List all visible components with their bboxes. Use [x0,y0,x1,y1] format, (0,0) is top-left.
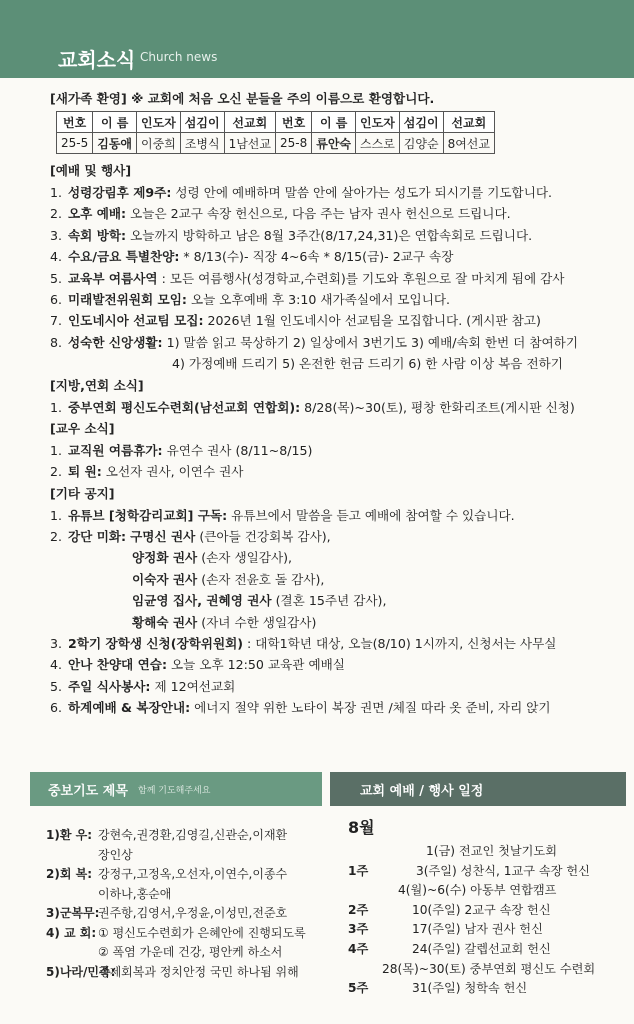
list-item: 2. 오후 예배: 오늘은 2교구 속장 헌신으로, 다음 주는 남자 권사 헌신으로 드립니다. [50,206,511,222]
list-item: 1. 중부연회 평신도수련회(남선교회 연합회): 8/28(목)~30(토), 평창 한화리조트(게시판 신청) [50,399,575,415]
prayer-item-continuation: ② 폭염 가운데 건강, 평안케 하소서 [98,945,283,959]
table-header: 인도자 [137,112,181,133]
table-row [57,133,495,154]
schedule-month: 8월 [348,818,375,837]
list-item-continuation: 황해숙 권사 (자녀 수한 생일감사) [132,614,317,630]
list-item-continuation: 4) 가정예배 드리기 5) 온전한 헌금 드리기 6) 한 사람 이상 복음 전하기 [172,356,563,372]
list-item: 6. 하계예배 & 복장안내: 에너지 절약 위한 노타이 복장 권면 /체질 따라 옷 준비, 자리 앉기 [50,700,551,716]
table-header: 선교회 [443,112,494,133]
table-cell: 8여선교 [443,133,494,154]
list-item: 5. 교육부 여름사역 : 모든 여름행사(성경학교,수련회)를 기도와 후원으로 잘 마치게 됨에 감사 [50,270,565,286]
prayer-list [46,826,324,982]
prayer-item-continuation: 장인상 [98,847,133,862]
list-item-continuation: 임균영 집사, 권혜영 권사 (결혼 15주년 감사), [132,593,387,609]
table-cell: 류안숙 [312,133,356,154]
district-heading: [지방,연회 소식] [50,377,144,393]
list-item: 4. 수요/금요 특별찬양: * 8/13(수)- 직장 4~6속 * 8/15(금)- 2교구 속장 [50,249,454,265]
schedule-title: 교회 예배 / 행사 일정 [360,784,484,799]
list-item: 4. 안나 찬양대 연습: 오늘 오후 12:50 교육관 예배실 [50,657,345,673]
table-cell: 김양순 [399,133,443,154]
list-item: 1. 성령강림후 제9주: 성령 안에 예배하며 말씀 안에 살아가는 성도가 되시기를 기도합니다. [50,185,553,200]
table-cell: 25-5 [57,133,93,154]
table-header: 선교회 [224,112,275,133]
list-item: 1. 교직원 여름휴가: 유연수 권사 (8/11~8/15) [50,442,313,458]
table-cell: 스스로 [356,133,400,154]
schedule-row: 4(월)~6(수) 아동부 연합캠프 [398,883,557,898]
table-header: 섬김이 [180,112,224,133]
page-subtitle: Church news [140,50,218,64]
list-item: 8. 성숙한 신앙생활: 1) 말씀 읽고 묵상하기 2) 일상에서 3번기도 3) 예배/속회 한번 더 참여하기 [50,334,578,350]
prayer-item: 2)회 복: 강정구,고정옥,오선자,이연수,이종수 [46,867,288,881]
table-cell: 이중희 [137,133,181,154]
table-cell: 조병식 [180,133,224,154]
table-header: 이 름 [312,112,356,133]
schedule-row: 3주 17(주일) 남자 권사 헌신 [348,922,543,937]
list-item: 2. 강단 미화: 구명신 권사 (큰아들 건강회복 감사), [50,529,331,545]
list-item: 3. 2학기 장학생 신청(장학위원회) : 대학1학년 대상, 오늘(8/10) 1시까지, 신청서는 사무실 [50,636,557,652]
list-item: 7. 인도네시아 선교팀 모집: 2026년 1월 인도네시아 선교팀을 모집합니다. (게시판 참고) [50,313,541,329]
members-heading: [교우 소식] [50,420,115,436]
prayer-item-continuation: 이하나,홍순애 [98,886,172,901]
table-cell: 25-8 [276,133,312,154]
list-item-continuation: 양정화 권사 (손자 생일감사), [132,550,293,566]
prayer-title: 중보기도 제목 [48,784,128,799]
newcomer-table [56,111,495,154]
schedule-row: 5주 31(주일) 청학속 헌신 [348,981,528,996]
table-cell: 김동애 [93,133,137,154]
list-item: 2. 퇴 원: 오선자 권사, 이연수 권사 [50,464,244,480]
schedule-row: 28(목)~30(토) 중부연회 평신도 수련회 [382,961,596,976]
list-item-continuation: 이숙자 권사 (손자 전윤호 돌 감사), [132,571,325,587]
other-heading: [기타 공지] [50,485,115,501]
schedule-header [330,772,626,806]
header-bar [0,0,634,78]
worship-heading: [예배 및 행사] [50,163,132,178]
newcomer-heading: [새가족 환영] ※ 교회에 처음 오신 분들을 주의 이름으로 환영합니다. [50,91,435,106]
schedule-row: 2주 10(주일) 2교구 속장 헌신 [348,902,551,917]
prayer-item: 3)군복무:권주항,김영서,우정윤,이성민,전준호 [46,906,288,920]
prayer-subtitle: 함께 기도해주세요 [138,786,211,796]
list-item: 3. 속회 방학: 오늘까지 방학하고 남은 8월 3주간(8/17,24,31)은 연합속회로 드립니다. [50,227,533,243]
list-item: 1. 유튜브 [청학감리교회] 구독: 유튜브에서 말씀을 듣고 예배에 참여할 수 있습니다. [50,507,515,523]
list-item: 5. 주일 식사봉사: 제 12여선교회 [50,678,236,694]
table-header: 번호 [57,112,93,133]
table-header: 인도자 [356,112,400,133]
table-header: 이 름 [93,112,137,133]
table-header: 섬김이 [399,112,443,133]
prayer-header [30,772,322,806]
schedule-list [348,814,628,999]
main-content [50,88,620,719]
prayer-item: 4) 교 회: ① 평신도수련회가 은혜안에 진행되도록 [46,925,306,940]
prayer-item: 1)환 우: 강현숙,권경환,김영길,신관순,이재환 [46,828,288,842]
schedule-row: 1주 3(주일) 성찬식, 1교구 속장 헌신 [348,863,590,878]
table-cell: 1남선교 [224,133,275,154]
list-item: 6. 미래발전위원회 모임: 오늘 오후예배 후 3:10 새가족실에서 모입니다. [50,291,451,307]
table-header: 번호 [276,112,312,133]
page-title: 교회소식 [58,48,136,72]
schedule-row: 1(금) 전교인 첫날기도회 [426,844,557,858]
schedule-row: 4주 24(주일) 갈렙선교회 헌신 [348,941,551,956]
prayer-item: 5)나라/민족:경제회복과 정치안정 국민 하나됨 위해 [46,964,299,979]
